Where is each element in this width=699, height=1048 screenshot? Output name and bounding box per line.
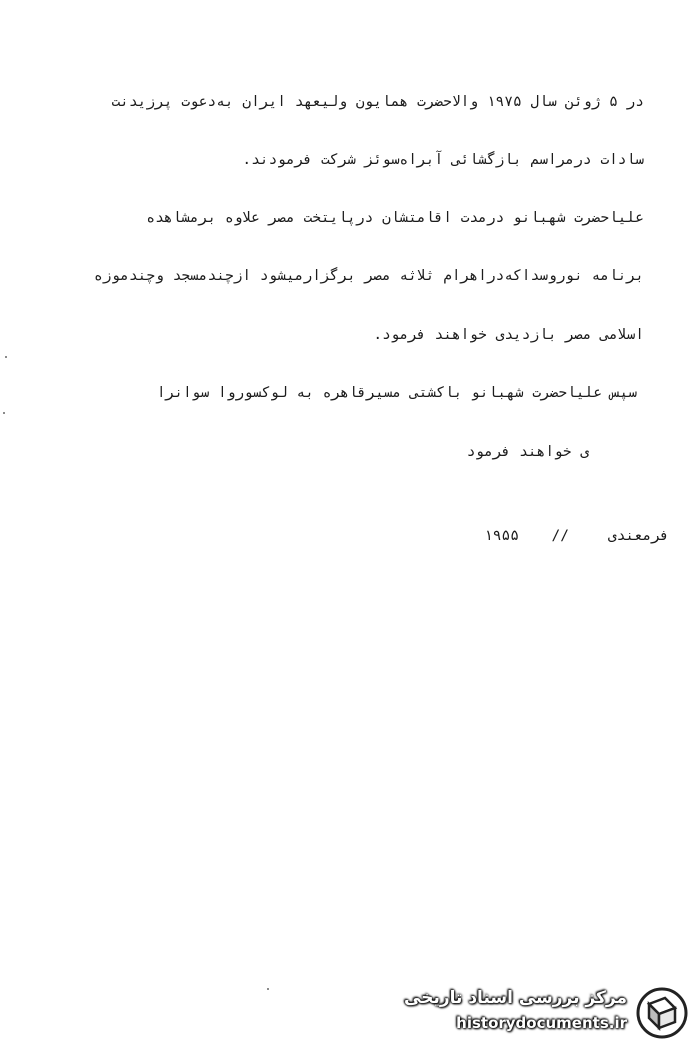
document-signature <box>409 526 669 550</box>
watermark <box>401 984 691 1042</box>
text-line-7: ی خواهند فرمود <box>466 444 589 460</box>
text-line-5: اسلامی مصر بازدیدی خواهند فرمود. <box>373 327 644 343</box>
archive-logo-icon <box>635 986 689 1040</box>
signature-slashes: // <box>551 528 569 544</box>
text-line-4: برنامه نوروسداکه‌دراهرام ثلاثه مصر برگزارمیشود ازچندمسجد وچندموزه <box>94 268 644 284</box>
scan-speck <box>267 988 269 990</box>
scan-speck <box>3 412 5 414</box>
text-line-1: در ۵ ژوئن سال ۱۹۷۵ والاحضرت همایون ولیعهد ایران به‌دعوت پرزیدنت <box>111 94 644 110</box>
watermark-url: historydocuments.ir <box>456 1014 627 1032</box>
text-line-3: علیاحضرت شهبانو درمدت اقامتشان درپایتخت مصر علاوه برمشاهده <box>146 210 644 226</box>
text-line-6: سپس علیاحضرت شهبانو باکشتی مسیرقاهره به لوکسوروا سوانرا <box>156 385 637 401</box>
signature-year: ۱۹۵۵ <box>484 528 519 544</box>
signature-label: فرمعندی <box>607 528 669 544</box>
text-line-2: سادات درمراسم بازگشائی آبراه‌سوئز شرکت فرمودند. <box>242 152 644 168</box>
scan-speck <box>5 356 7 358</box>
watermark-title: مرکز بررسی اسناد تاریخی <box>404 988 627 1008</box>
